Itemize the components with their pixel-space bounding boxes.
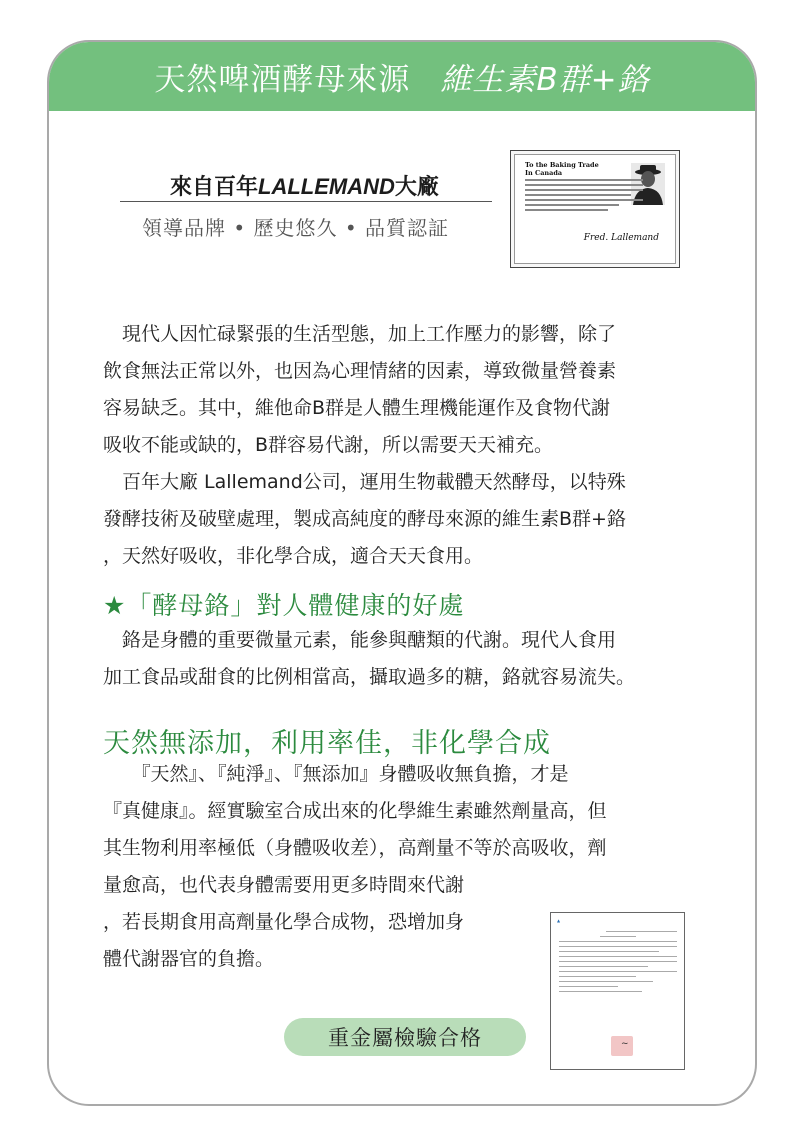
paragraph-1-line: 發酵技術及破壁處理，製成高純度的酵母來源的維生素B群+鉻 bbox=[103, 508, 626, 530]
intro-divider bbox=[120, 201, 492, 202]
section-1-body bbox=[103, 622, 703, 696]
lab-logo-icon: ▲ bbox=[557, 918, 561, 923]
intro-tagline: 領導品牌 • 歷史悠久 • 品質認証 bbox=[142, 216, 450, 240]
test-report-image bbox=[550, 912, 685, 1070]
paragraph-1-line: 百年大廠 Lallemand公司，運用生物載體天然酵母，以特殊 bbox=[103, 471, 626, 493]
header-title-part1: 天然啤酒酵母來源 bbox=[154, 62, 411, 98]
paragraph-1-line: 吸收不能或缺的，B群容易代謝，所以需要天天補充。 bbox=[103, 434, 554, 456]
section-2-line: 體代謝器官的負擔。 bbox=[103, 948, 275, 970]
paragraph-1-line: 現代人因忙碌緊張的生活型態，加上工作壓力的影響，除了 bbox=[103, 323, 617, 345]
paragraph-1-line: 飲食無法正常以外，也因為心理情緒的因素，導致微量營養素 bbox=[103, 360, 617, 382]
section-2-line: 量愈高，也代表身體需要用更多時間來代謝 bbox=[103, 874, 465, 896]
intro-suffix: 大廠 bbox=[394, 175, 439, 200]
signature-icon: ~ bbox=[621, 1039, 629, 1049]
section-1-line: 鉻是身體的重要微量元素，能參與醣類的代謝。現代人食用 bbox=[103, 629, 617, 651]
letter-body-lines bbox=[525, 179, 643, 214]
report-lines bbox=[559, 931, 677, 996]
paragraph-1-line: ，天然好吸收，非化學合成，適合天天食用。 bbox=[103, 545, 484, 567]
letter-title: To the Baking Trade In Canada bbox=[525, 161, 599, 177]
header-title-part2: 維生素B群+鉻 bbox=[440, 62, 650, 98]
section-1-title-text: 「酵母鉻」對人體健康的好處 bbox=[126, 591, 465, 620]
section-2-line: 『真健康』。經實驗室合成出來的化學維生素雖然劑量高，但 bbox=[103, 800, 607, 822]
section-2-title: 天然無添加，利用率佳，非化學合成 bbox=[103, 728, 551, 759]
historical-letter-image bbox=[510, 150, 680, 268]
star-icon: ★ bbox=[103, 591, 127, 620]
letter-signature: Fred. Lallemand bbox=[583, 233, 659, 243]
card-header bbox=[49, 42, 755, 111]
paragraph-1-line: 容易缺乏。其中，維他命B群是人體生理機能運作及食物代謝 bbox=[103, 397, 611, 419]
section-1-line: 加工食品或甜食的比例相當高，攝取過多的糖，鉻就容易流失。 bbox=[103, 666, 636, 688]
intro-brand-line bbox=[170, 170, 439, 201]
section-2-line: ，若長期食用高劑量化學合成物，恐增加身 bbox=[103, 911, 465, 933]
section-1-title bbox=[103, 586, 464, 622]
section-2-line: 其生物利用率極低（身體吸收差），高劑量不等於高吸收，劑 bbox=[103, 837, 607, 859]
paragraph-1 bbox=[103, 316, 703, 575]
intro-prefix: 來自百年 bbox=[170, 175, 259, 200]
section-2-line: 『天然』、『純淨』、『無添加』身體吸收無負擔，才是 bbox=[103, 763, 569, 785]
intro-brand: LALLEMAND bbox=[258, 174, 395, 199]
heavy-metal-test-badge: 重金屬檢驗合格 bbox=[284, 1018, 526, 1056]
